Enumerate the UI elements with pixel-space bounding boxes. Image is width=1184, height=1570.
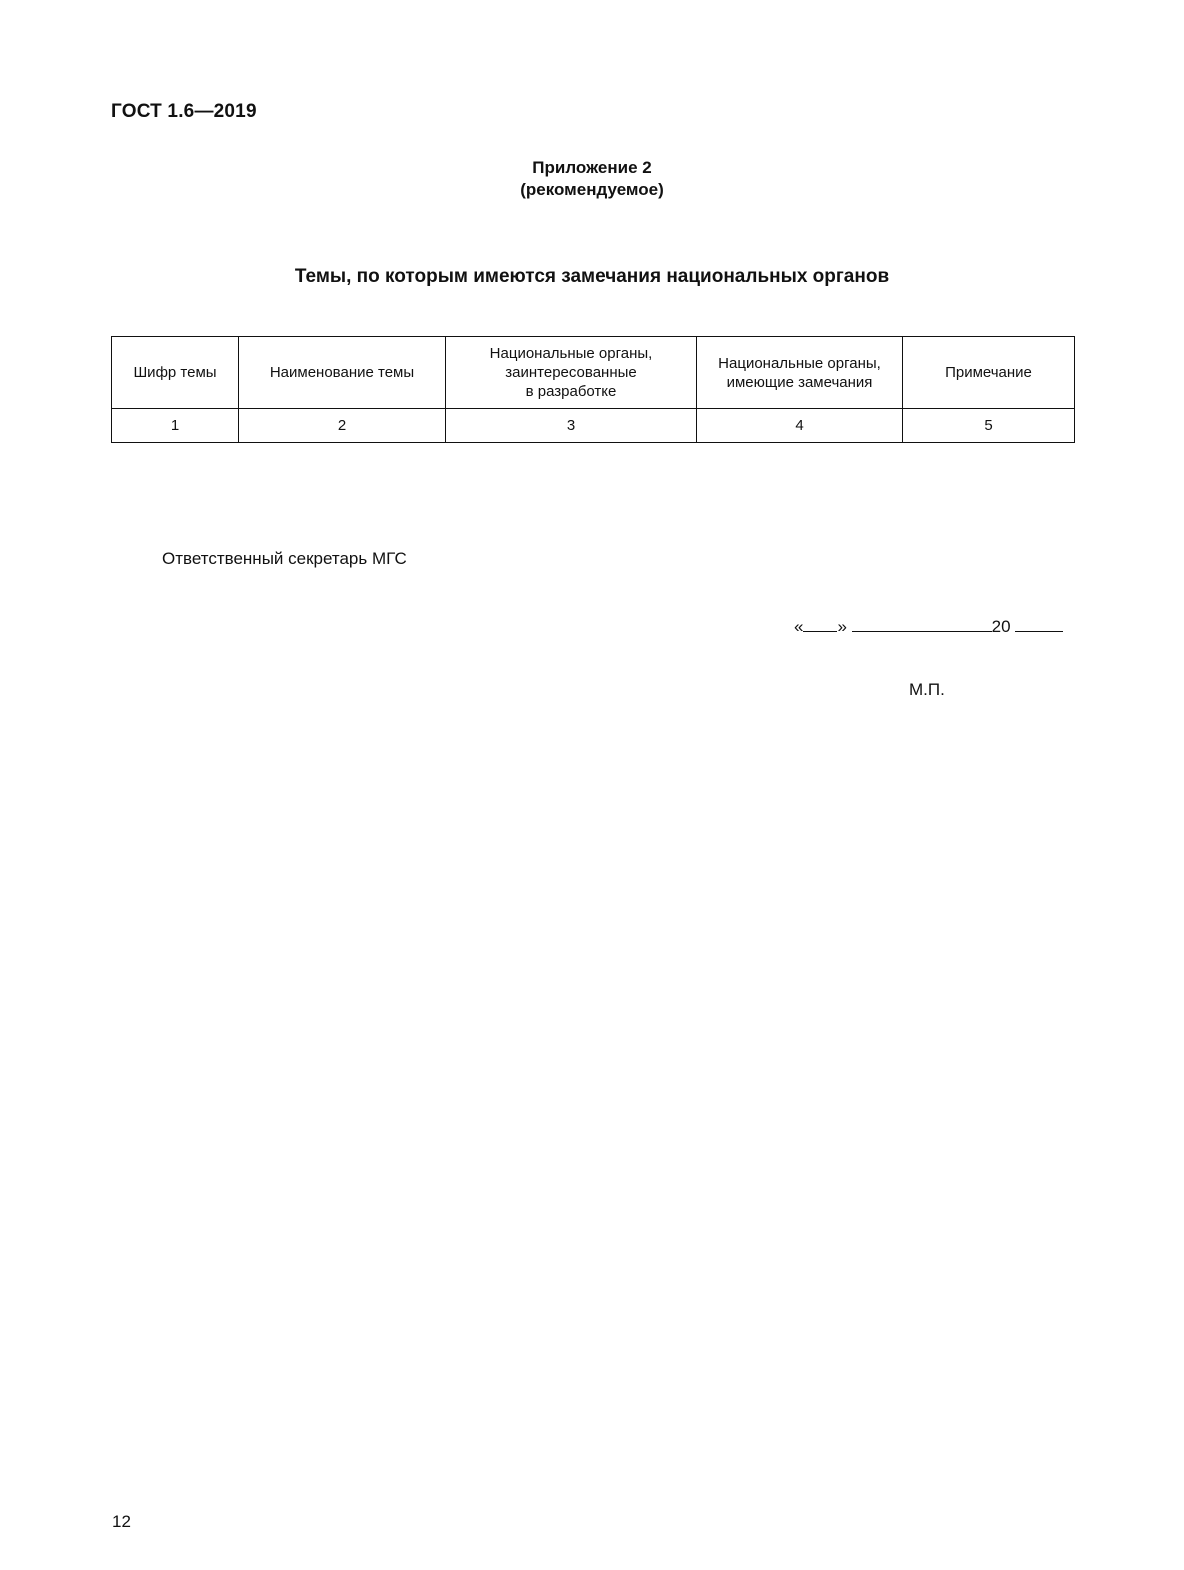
year-prefix: 20 <box>991 617 1011 636</box>
document-standard-code: ГОСТ 1.6—2019 <box>111 101 257 122</box>
column-number-cell: 3 <box>446 409 697 443</box>
date-close-quote: » <box>837 617 847 636</box>
appendix-kind: (рекомендуемое) <box>520 180 664 199</box>
column-header-note <box>903 337 1075 409</box>
year-blank <box>1015 614 1063 632</box>
column-header-label: Шифр темы <box>133 364 217 381</box>
appendix-number: Приложение 2 <box>532 158 652 177</box>
column-header-bodies-with-comments <box>697 337 903 409</box>
column-number-cell: 2 <box>239 409 446 443</box>
date-open-quote: « <box>794 617 804 636</box>
column-number-cell: 5 <box>903 409 1075 443</box>
column-number-cell: 4 <box>697 409 903 443</box>
day-blank <box>803 614 837 632</box>
column-header-label: Наименование темы <box>269 364 415 381</box>
column-header-interested-bodies <box>446 337 697 409</box>
month-blank <box>852 614 992 632</box>
stamp-place-label: М.П. <box>909 680 945 699</box>
column-number-row <box>112 409 1075 443</box>
column-header-label: Национальные органы, имеющие замечания <box>718 354 881 391</box>
column-number-cell: 1 <box>112 409 239 443</box>
secretary-signature-label: Ответственный секретарь МГС <box>162 549 407 568</box>
column-header-label: Примечание <box>945 364 1032 381</box>
column-header-topic-code <box>112 337 239 409</box>
topics-table <box>111 336 1075 443</box>
section-title: Темы, по которым имеются замечания национальных органов <box>294 266 890 287</box>
date-fill-line <box>794 614 1063 637</box>
page-number: 12 <box>112 1512 131 1531</box>
column-header-topic-name <box>239 337 446 409</box>
table-header-row <box>112 337 1075 409</box>
column-header-label: Национальные органы, заинтересованные в разработке <box>489 345 653 400</box>
